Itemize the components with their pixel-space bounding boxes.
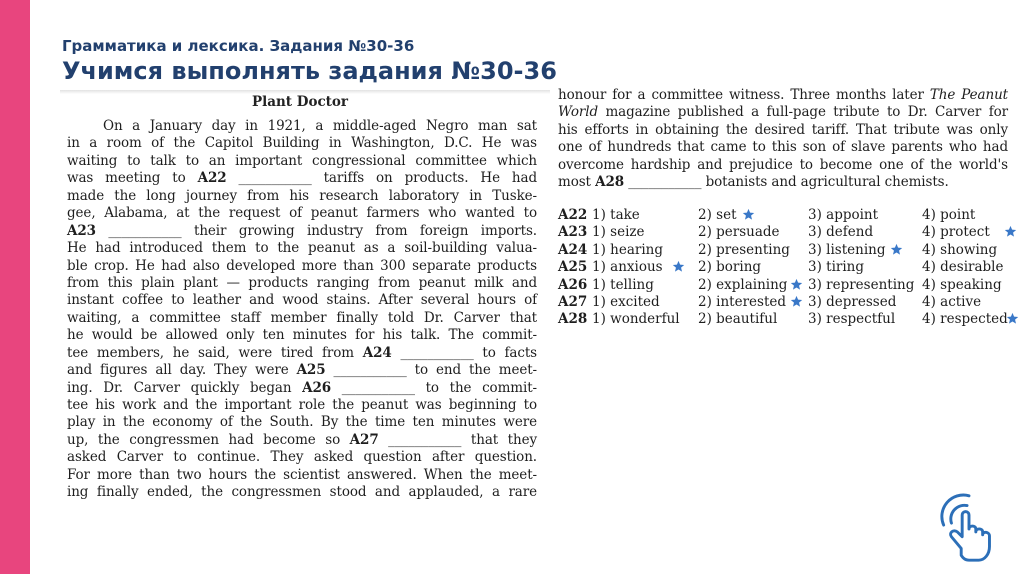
answer-option: 4) protect xyxy=(922,224,990,241)
answer-option: 3) defend xyxy=(808,224,874,241)
passage-line: his efforts in obtaining the desired tariff. That tribute was only xyxy=(558,121,1008,138)
answer-option: 3) appoint xyxy=(808,207,879,223)
answer-row-a26 xyxy=(558,277,1018,294)
passage-line: honour for a committee witness. Three months later The Peanut xyxy=(558,87,1008,103)
page-subtitle: Грамматика и лексика. Задания №30-36 xyxy=(62,37,415,55)
passage-line: made the long journey from his research laboratory in Tuske- xyxy=(67,187,537,204)
passage-line: gee, Alabama, at the request of peanut farmers who wanted to xyxy=(67,205,537,222)
passage-line: He had introduced them to the peanut as a soil-building valua- xyxy=(67,240,537,257)
answer-option: 2) explaining xyxy=(698,276,788,293)
gap-label: A24 xyxy=(362,344,392,361)
star-mark-icon xyxy=(672,260,685,273)
passage-line: ing finally ended, the congressmen stood and applauded, a rare xyxy=(67,484,537,501)
star-mark-icon xyxy=(790,278,803,291)
answer-option: 2) set xyxy=(698,207,737,223)
passage-title: Plant Doctor xyxy=(251,94,349,110)
answer-option: 4) showing xyxy=(922,241,998,258)
passage-line: overcome hardship and prejudice to become one of the world's xyxy=(558,156,1008,173)
passage-line: from this plain plant — products ranging from peanut milk and xyxy=(67,274,537,291)
answer-option: 3) depressed xyxy=(808,293,897,310)
answer-option: 1) hearing xyxy=(592,241,663,258)
star-mark-icon xyxy=(1006,312,1019,325)
answer-option: 2) interested xyxy=(698,293,787,310)
passage-line: A23 ___________ their growing industry from foreign imports. xyxy=(67,222,537,239)
answer-option: 3) representing xyxy=(808,276,915,293)
answer-option: 2) beautiful xyxy=(698,311,778,328)
answer-option: 4) active xyxy=(922,293,982,310)
passage-line: On a January day in 1921, a middle-aged Negro man sat xyxy=(103,118,537,134)
answer-option: 4) respected xyxy=(922,311,1008,328)
passage-line: play in the economy of the South. By the time ten minutes were xyxy=(67,414,537,431)
passage-line: and figures all day. They were A25 ___________ to end the meet- xyxy=(67,362,538,379)
question-id: A24 xyxy=(558,241,588,258)
answer-option: 1) anxious xyxy=(592,259,663,276)
star-mark-icon xyxy=(790,295,803,308)
question-id: A27 xyxy=(558,293,588,310)
passage-line: most A28 ___________ botanists and agricultural chemists. xyxy=(558,174,949,191)
passage-line: For more than two hours the scientist answered. When the meet- xyxy=(67,466,537,483)
passage-right-column xyxy=(558,87,1008,192)
answer-option: 4) point xyxy=(922,207,976,223)
gap-label: A27 xyxy=(349,431,379,448)
star-mark-icon xyxy=(1004,225,1017,238)
question-id: A23 xyxy=(558,224,588,241)
answer-option: 1) telling xyxy=(592,276,654,293)
answer-option: 1) wonderful xyxy=(592,311,680,328)
passage-line: up, the congressmen had become so A27 ___________ that they xyxy=(67,431,537,448)
answer-row-a22 xyxy=(558,207,1018,224)
accent-bar xyxy=(0,0,30,574)
answer-option: 4) speaking xyxy=(922,276,1002,293)
answer-row-a25 xyxy=(558,259,1018,276)
tap-hand-icon[interactable] xyxy=(930,488,1008,566)
passage-line: he would be allowed only ten minutes for his talk. The commit- xyxy=(67,327,537,344)
passage-line: tee members, he said, were tired from A24 ___________ to facts xyxy=(67,344,537,361)
gap-label: A26 xyxy=(302,379,332,396)
answer-option: 2) persuade xyxy=(698,224,780,241)
passage-line: ing. Dr. Carver quickly began A26 ___________ to the commit- xyxy=(67,379,537,396)
gap-label: A28 xyxy=(595,174,625,191)
question-id: A22 xyxy=(558,207,588,223)
passage-line: waiting to talk to an important congressional committee which xyxy=(67,152,537,169)
gap-label: A22 xyxy=(197,170,227,187)
answer-option: 3) listening xyxy=(808,241,886,258)
page-title: Учимся выполнять задания №30-36 xyxy=(62,57,557,85)
gap-label: A23 xyxy=(67,222,96,239)
question-id: A25 xyxy=(558,259,588,276)
passage-line: asked Carver to continue. They asked question after question. xyxy=(67,449,537,466)
answer-option: 1) excited xyxy=(592,293,660,310)
gap-label: A25 xyxy=(296,362,326,379)
passage-line: was meeting to A22 ___________ tariffs on products. He had xyxy=(67,170,537,187)
answer-option: 3) respectful xyxy=(808,311,896,328)
answer-row-a24 xyxy=(558,242,1018,259)
answer-option: 1) seize xyxy=(592,224,645,241)
answer-row-a28 xyxy=(558,311,1018,328)
answer-option: 2) presenting xyxy=(698,241,790,258)
answer-options xyxy=(558,207,1018,329)
passage-line: one of hundreds that came to this son of slave parents who had xyxy=(558,139,1008,156)
answer-option: 3) tiring xyxy=(808,259,864,276)
answer-option: 1) take xyxy=(592,207,640,223)
passage-left-column xyxy=(67,118,537,502)
passage-line: in a room of the Capitol Building in Washington, D.C. He was xyxy=(67,135,537,152)
passage-line: instant coffee to leather and wood stains. After several hours of xyxy=(67,292,537,309)
answer-row-a27 xyxy=(558,294,1018,311)
answer-option: 2) boring xyxy=(698,259,762,276)
passage-line: tee his work and the important role the peanut was beginning to xyxy=(67,397,537,413)
answer-row-a23 xyxy=(558,224,1018,241)
passage-line: waiting, a committee staff member finally told Dr. Carver that xyxy=(67,309,537,326)
star-mark-icon xyxy=(890,243,903,256)
question-id: A26 xyxy=(558,276,588,293)
passage-line: World magazine published a full-page tribute to Dr. Carver for xyxy=(558,104,1008,121)
passage-line: ble crop. He had also developed more than 300 separate products xyxy=(67,257,537,274)
star-mark-icon xyxy=(742,208,755,221)
answer-option: 4) desirable xyxy=(922,259,1004,276)
question-id: A28 xyxy=(558,311,588,328)
